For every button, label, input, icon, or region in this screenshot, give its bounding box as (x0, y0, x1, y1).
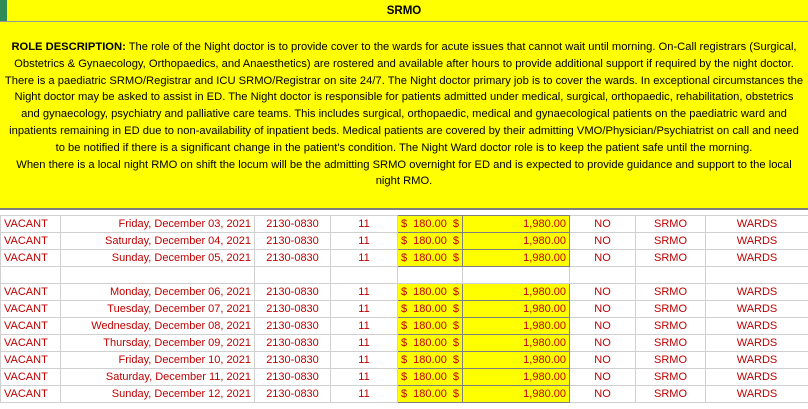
flag-cell[interactable]: NO (570, 284, 636, 301)
role-cell[interactable]: SRMO (636, 284, 706, 301)
table-row (1, 352, 808, 369)
rate-cell[interactable] (398, 233, 463, 250)
table-row (1, 318, 808, 335)
rate-cell[interactable] (398, 352, 463, 369)
role-description-cell[interactable] (0, 22, 808, 210)
rate-cell[interactable] (398, 216, 463, 233)
hours-cell[interactable]: 11 (331, 250, 398, 267)
hours-cell[interactable]: 11 (331, 386, 398, 403)
rate-value: 180.00 (413, 286, 447, 298)
role-description-note: When there is a local night RMO on shift the locum will be the admitting SRMO overnight for ED and is expected to provide guidance and support to the local night RMO. (16, 158, 792, 188)
date-cell[interactable]: Sunday, December 12, 2021 (61, 386, 255, 403)
flag-cell[interactable]: NO (570, 318, 636, 335)
rate-currency: $ (401, 303, 408, 315)
area-cell[interactable]: WARDS (706, 335, 808, 352)
role-cell[interactable]: SRMO (636, 250, 706, 267)
date-cell[interactable]: Tuesday, December 07, 2021 (61, 301, 255, 318)
area-cell[interactable]: WARDS (706, 250, 808, 267)
empty-cell[interactable] (398, 267, 463, 284)
empty-cell[interactable] (706, 267, 808, 284)
shift-time-cell[interactable]: 2130-0830 (255, 284, 331, 301)
rate-trailing-currency: $ (452, 286, 459, 298)
role-cell[interactable]: SRMO (636, 352, 706, 369)
rate-trailing-currency: $ (452, 252, 459, 264)
role-cell[interactable]: SRMO (636, 301, 706, 318)
rate-cell[interactable] (398, 386, 463, 403)
empty-cell[interactable] (331, 267, 398, 284)
rate-trailing-currency: $ (452, 371, 459, 383)
flag-cell[interactable]: NO (570, 352, 636, 369)
hours-cell[interactable]: 11 (331, 318, 398, 335)
total-value: 1,980.00 (523, 286, 566, 298)
rate-value: 180.00 (413, 371, 447, 383)
rate-value: 180.00 (413, 337, 447, 349)
role-cell[interactable]: SRMO (636, 386, 706, 403)
rate-trailing-currency: $ (452, 303, 459, 315)
total-cell[interactable] (463, 335, 570, 352)
total-cell[interactable] (463, 318, 570, 335)
rate-currency: $ (401, 388, 408, 400)
table-row (1, 386, 808, 403)
date-cell[interactable]: Sunday, December 05, 2021 (61, 250, 255, 267)
area-cell[interactable]: WARDS (706, 284, 808, 301)
empty-cell[interactable] (570, 267, 636, 284)
total-value: 1,980.00 (523, 303, 566, 315)
rate-currency: $ (401, 337, 408, 349)
area-cell[interactable]: WARDS (706, 352, 808, 369)
rate-currency: $ (401, 235, 408, 247)
flag-cell[interactable]: NO (570, 386, 636, 403)
area-cell[interactable]: WARDS (706, 369, 808, 386)
rate-trailing-currency: $ (452, 388, 459, 400)
status-cell[interactable]: VACANT (1, 318, 61, 335)
flag-cell[interactable]: NO (570, 233, 636, 250)
rate-currency: $ (401, 286, 408, 298)
status-cell[interactable]: VACANT (1, 369, 61, 386)
empty-cell[interactable] (61, 267, 255, 284)
total-value: 1,980.00 (523, 235, 566, 247)
rate-value: 180.00 (413, 320, 447, 332)
total-cell[interactable] (463, 369, 570, 386)
rate-currency: $ (401, 320, 408, 332)
flag-cell[interactable]: NO (570, 369, 636, 386)
empty-cell[interactable] (255, 267, 331, 284)
role-cell[interactable]: SRMO (636, 233, 706, 250)
hours-cell[interactable]: 11 (331, 216, 398, 233)
role-cell[interactable]: SRMO (636, 369, 706, 386)
table-row (1, 233, 808, 250)
role-cell[interactable]: SRMO (636, 216, 706, 233)
rate-trailing-currency: $ (452, 218, 459, 230)
rate-cell[interactable] (398, 250, 463, 267)
sheet-title-cell[interactable] (0, 0, 808, 22)
date-cell[interactable]: Thursday, December 09, 2021 (61, 335, 255, 352)
status-cell[interactable]: VACANT (1, 352, 61, 369)
roster-table (0, 215, 808, 403)
status-cell[interactable]: VACANT (1, 301, 61, 318)
hours-cell[interactable]: 11 (331, 369, 398, 386)
status-cell[interactable]: VACANT (1, 216, 61, 233)
date-cell[interactable]: Saturday, December 11, 2021 (61, 369, 255, 386)
rate-trailing-currency: $ (452, 337, 459, 349)
shift-time-cell[interactable]: 2130-0830 (255, 250, 331, 267)
date-cell[interactable]: Wednesday, December 08, 2021 (61, 318, 255, 335)
flag-cell[interactable]: NO (570, 216, 636, 233)
rate-value: 180.00 (413, 218, 447, 230)
shift-time-cell[interactable]: 2130-0830 (255, 369, 331, 386)
rate-trailing-currency: $ (452, 235, 459, 247)
table-row (1, 335, 808, 352)
empty-cell[interactable] (1, 267, 61, 284)
rate-cell[interactable] (398, 318, 463, 335)
role-cell[interactable]: SRMO (636, 335, 706, 352)
shift-time-cell[interactable]: 2130-0830 (255, 352, 331, 369)
rate-value: 180.00 (413, 235, 447, 247)
rate-currency: $ (401, 218, 408, 230)
role-description-text: The role of the Night doctor is to provide cover to the wards for acute issues that cannot wait until morning. On-Call registrars (Surgical, Obstetrics & Gynaecology, Orthopaedics, and Anaesthetics) are rostered and available after hours to provide additional support if required by the night doctor. There is a paediatric SRMO/Registrar and ICU SRMO/Registrar on site 24/7. The Night doctor primary job is to cover the wards. In exceptional circumstances the Night doctor may be asked to assist in ED. The Night doctor is responsible for patients admitted under medical, surgical, orthopaedic, rehabilitation, obstetrics and gynaecology, psychiatry and palliative care teams. This includes surgical, orthopaedic, medical and gynaecological patients on the paediatric ward and inpatients remaining in ED due to non-availability of inpatient beds. Medical patients are covered by their admitting VMO/Physician/Psychiatrist on call and need to be notified if there is a significant change in the patient's condition. The Night Ward doctor role is to keep the patient safe until the morning. (4, 41, 804, 154)
table-row (1, 369, 808, 386)
status-cell[interactable]: VACANT (1, 386, 61, 403)
rate-currency: $ (401, 354, 408, 366)
rate-cell[interactable] (398, 369, 463, 386)
rate-cell[interactable] (398, 335, 463, 352)
empty-cell[interactable] (463, 267, 570, 284)
rate-currency: $ (401, 252, 408, 264)
rate-currency: $ (401, 371, 408, 383)
rate-value: 180.00 (413, 303, 447, 315)
flag-cell[interactable]: NO (570, 335, 636, 352)
rate-value: 180.00 (413, 388, 447, 400)
total-value: 1,980.00 (523, 218, 566, 230)
total-cell[interactable] (463, 352, 570, 369)
total-value: 1,980.00 (523, 371, 566, 383)
hours-cell[interactable]: 11 (331, 284, 398, 301)
shift-time-cell[interactable]: 2130-0830 (255, 233, 331, 250)
total-value: 1,980.00 (523, 354, 566, 366)
total-cell[interactable] (463, 284, 570, 301)
date-cell[interactable]: Friday, December 10, 2021 (61, 352, 255, 369)
rate-cell[interactable] (398, 301, 463, 318)
hours-cell[interactable]: 11 (331, 352, 398, 369)
total-cell[interactable] (463, 250, 570, 267)
sheet-title: SRMO (386, 4, 422, 17)
hours-cell[interactable]: 11 (331, 301, 398, 318)
table-row (1, 250, 808, 267)
area-cell[interactable]: WARDS (706, 318, 808, 335)
status-cell[interactable]: VACANT (1, 250, 61, 267)
total-value: 1,980.00 (523, 320, 566, 332)
flag-cell[interactable]: NO (570, 250, 636, 267)
shift-time-cell[interactable]: 2130-0830 (255, 318, 331, 335)
hours-cell[interactable]: 11 (331, 335, 398, 352)
shift-time-cell[interactable]: 2130-0830 (255, 386, 331, 403)
total-cell[interactable] (463, 386, 570, 403)
flag-cell[interactable]: NO (570, 301, 636, 318)
rate-value: 180.00 (413, 252, 447, 264)
hours-cell[interactable]: 11 (331, 233, 398, 250)
total-cell[interactable] (463, 301, 570, 318)
date-cell[interactable]: Monday, December 06, 2021 (61, 284, 255, 301)
status-cell[interactable]: VACANT (1, 335, 61, 352)
rate-trailing-currency: $ (452, 354, 459, 366)
area-cell[interactable]: WARDS (706, 216, 808, 233)
area-cell[interactable]: WARDS (706, 386, 808, 403)
shift-time-cell[interactable]: 2130-0830 (255, 301, 331, 318)
date-cell[interactable]: Saturday, December 04, 2021 (61, 233, 255, 250)
table-row (1, 216, 808, 233)
table-row (1, 284, 808, 301)
shift-time-cell[interactable]: 2130-0830 (255, 335, 331, 352)
total-value: 1,980.00 (523, 388, 566, 400)
empty-cell[interactable] (636, 267, 706, 284)
rate-trailing-currency: $ (452, 320, 459, 332)
total-value: 1,980.00 (523, 252, 566, 264)
total-cell[interactable] (463, 216, 570, 233)
table-row (1, 301, 808, 318)
role-description-label: ROLE DESCRIPTION: (11, 41, 126, 53)
rate-cell[interactable] (398, 284, 463, 301)
rate-value: 180.00 (413, 354, 447, 366)
role-cell[interactable]: SRMO (636, 318, 706, 335)
blank-row (1, 267, 808, 284)
area-cell[interactable]: WARDS (706, 233, 808, 250)
total-value: 1,980.00 (523, 337, 566, 349)
status-cell[interactable]: VACANT (1, 284, 61, 301)
total-cell[interactable] (463, 233, 570, 250)
area-cell[interactable]: WARDS (706, 301, 808, 318)
shift-time-cell[interactable]: 2130-0830 (255, 216, 331, 233)
date-cell[interactable]: Friday, December 03, 2021 (61, 216, 255, 233)
status-cell[interactable]: VACANT (1, 233, 61, 250)
